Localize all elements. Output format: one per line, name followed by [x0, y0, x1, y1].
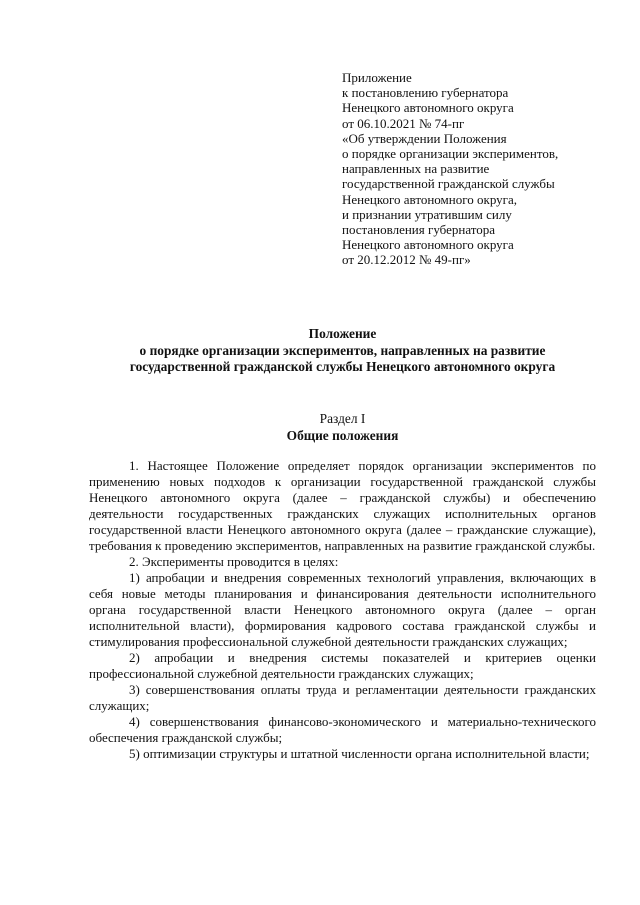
paragraph: 1. Настоящее Положение определяет порядок организации экспериментов по применению новых подходов к организации государственной гражданской службы Ненецкого автономного округа (далее – гражданской службы) и обеспечению деятельности государственных гражданских служащих исполнительных органов государственной власти Ненецкого автономного округа (далее – гражданские служащие), требования к проведению экспериментов, направленных на развитие гражданской службы. — [89, 458, 596, 553]
section-title: Общие положения — [286, 427, 399, 443]
appendix-line: постановления губернатора — [342, 222, 496, 238]
title-line-2: о порядке организации экспериментов, направленных на развитие — [139, 342, 546, 358]
appendix-block — [342, 70, 602, 268]
paragraph: 2) апробации и внедрения системы показателей и критериев оценки профессиональной служебной деятельности гражданских служащих; — [89, 650, 596, 681]
appendix-line: государственной гражданской службы — [342, 176, 555, 192]
paragraph: 1) апробации и внедрения современных технологий управления, включающих в себя новые методы планирования и финансирования деятельности исполнительного органа государственной власти Ненецкого автономного округа (далее – орган исполнительной власти), формирования кадрового состава гражданской службы и стимулирования профессиональной служебной деятельности гражданских служащих; — [89, 570, 596, 649]
appendix-line: и признании утратившим силу — [342, 206, 512, 222]
title-line-1: Положение — [308, 326, 377, 341]
appendix-line: Ненецкого автономного округа — [342, 237, 514, 253]
appendix-line: от 20.12.2012 № 49-пг» — [342, 252, 471, 268]
appendix-line: Приложение — [342, 70, 412, 85]
appendix-line: от 06.10.2021 № 74-пг — [342, 115, 465, 131]
title-line-3: государственной гражданской службы Ненецкого автономного округа — [129, 359, 556, 374]
paragraph: 3) совершенствования оплаты труда и регламентации деятельности гражданских служащих; — [89, 682, 596, 713]
appendix-line: к постановлению губернатора — [342, 85, 509, 101]
document-title — [60, 326, 625, 376]
section-heading — [60, 411, 625, 444]
document-body — [89, 458, 596, 762]
paragraph: 2. Эксперименты проводится в целях: — [129, 554, 339, 569]
appendix-line: Ненецкого автономного округа — [342, 100, 514, 116]
appendix-line: направленных на развитие — [342, 161, 490, 177]
section-number: Раздел I — [319, 411, 366, 426]
appendix-line: «Об утверждении Положения — [342, 130, 507, 146]
paragraph: 5) оптимизации структуры и штатной численности органа исполнительной власти; — [129, 746, 590, 761]
appendix-line: о порядке организации экспериментов, — [342, 146, 559, 162]
appendix-line: Ненецкого автономного округа, — [342, 191, 517, 207]
paragraph: 4) совершенствования финансово-экономического и материально-технического обеспечения гражданской службы; — [89, 714, 596, 745]
